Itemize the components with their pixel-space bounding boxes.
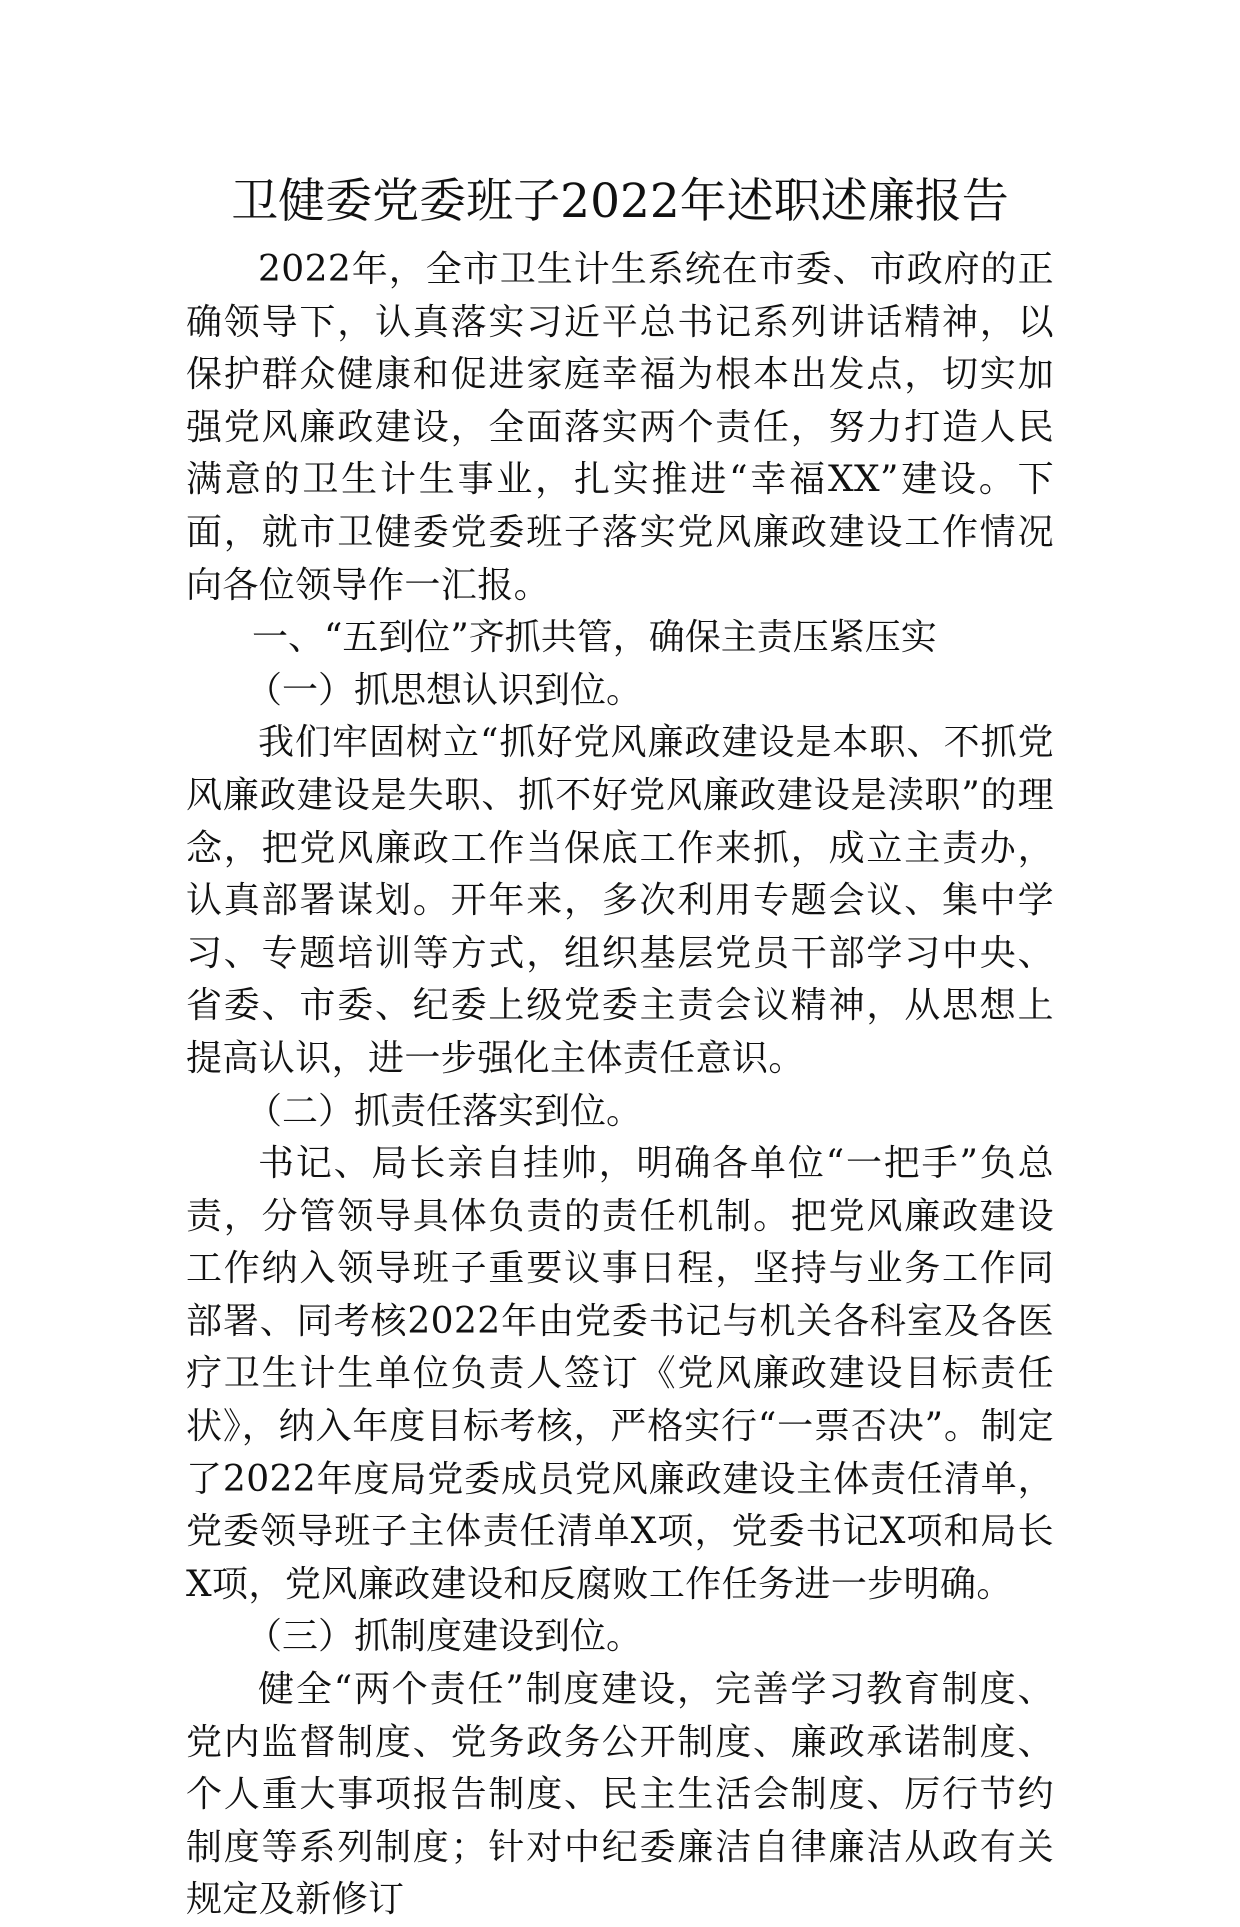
document-body bbox=[186, 244, 1054, 1927]
subsection-1-heading: （一）抓思想认识到位。 bbox=[246, 669, 643, 711]
subsection-1-paragraph: 我们牢固树立“抓好党风廉政建设是本职、不抓党风廉政建设是失职、抓不好党风廉政建设是渎职”的理念，把党风廉政工作当保底工作来抓，成立主责办，认真部署谋划。开年来，多次利用专题会议、集中学习、专题培训等方式，组织基层党员干部学习中央、省委、市委、纪委上级党委主责会议精神，从思想上提高认识，进一步强化主体责任意识。 bbox=[186, 722, 1054, 1079]
subsection-3-heading: （三）抓制度建设到位。 bbox=[246, 1616, 643, 1658]
subsection-2-heading: （二）抓责任落实到位。 bbox=[246, 1090, 643, 1132]
subsection-2-paragraph: 书记、局长亲自挂帅，明确各单位“一把手”负总责，分管领导具体负责的责任机制。把党风廉政建设工作纳入领导班子重要议事日程，坚持与业务工作同部署、同考核2022年由党委书记与机关各科室及各医疗卫生计生单位负责人签订《党风廉政建设目标责任状》，纳入年度目标考核，严格实行“一票否决”。制定了2022年度局党委成员党风廉政建设主体责任清单，党委领导班子主体责任清单X项，党委书记X项和局长X项，党风廉政建设和反腐败工作任务进一步明确。 bbox=[186, 1143, 1054, 1605]
subsection-3-paragraph: 健全“两个责任”制度建设，完善学习教育制度、党内监督制度、党务政务公开制度、廉政承诺制度、个人重大事项报告制度、民主生活会制度、厉行节约制度等系列制度；针对中纪委廉洁自律廉洁从政有关规定及新修订 bbox=[186, 1669, 1054, 1921]
intro-paragraph: 2022年，全市卫生计生系统在市委、市政府的正确领导下，认真落实习近平总书记系列讲话精神，以保护群众健康和促进家庭幸福为根本出发点，切实加强党风廉政建设，全面落实两个责任，努力打造人民满意的卫生计生事业，扎实推进“幸福XX”建设。下面，就市卫健委党委班子落实党风廉政建设工作情况向各位领导作一汇报。 bbox=[186, 249, 1054, 606]
section-1-heading: 一、“五到位”齐抓共管，确保主责压紧压实 bbox=[252, 617, 937, 659]
document-title: 卫健委党委班子2022年述职述廉报告 bbox=[231, 174, 1009, 229]
